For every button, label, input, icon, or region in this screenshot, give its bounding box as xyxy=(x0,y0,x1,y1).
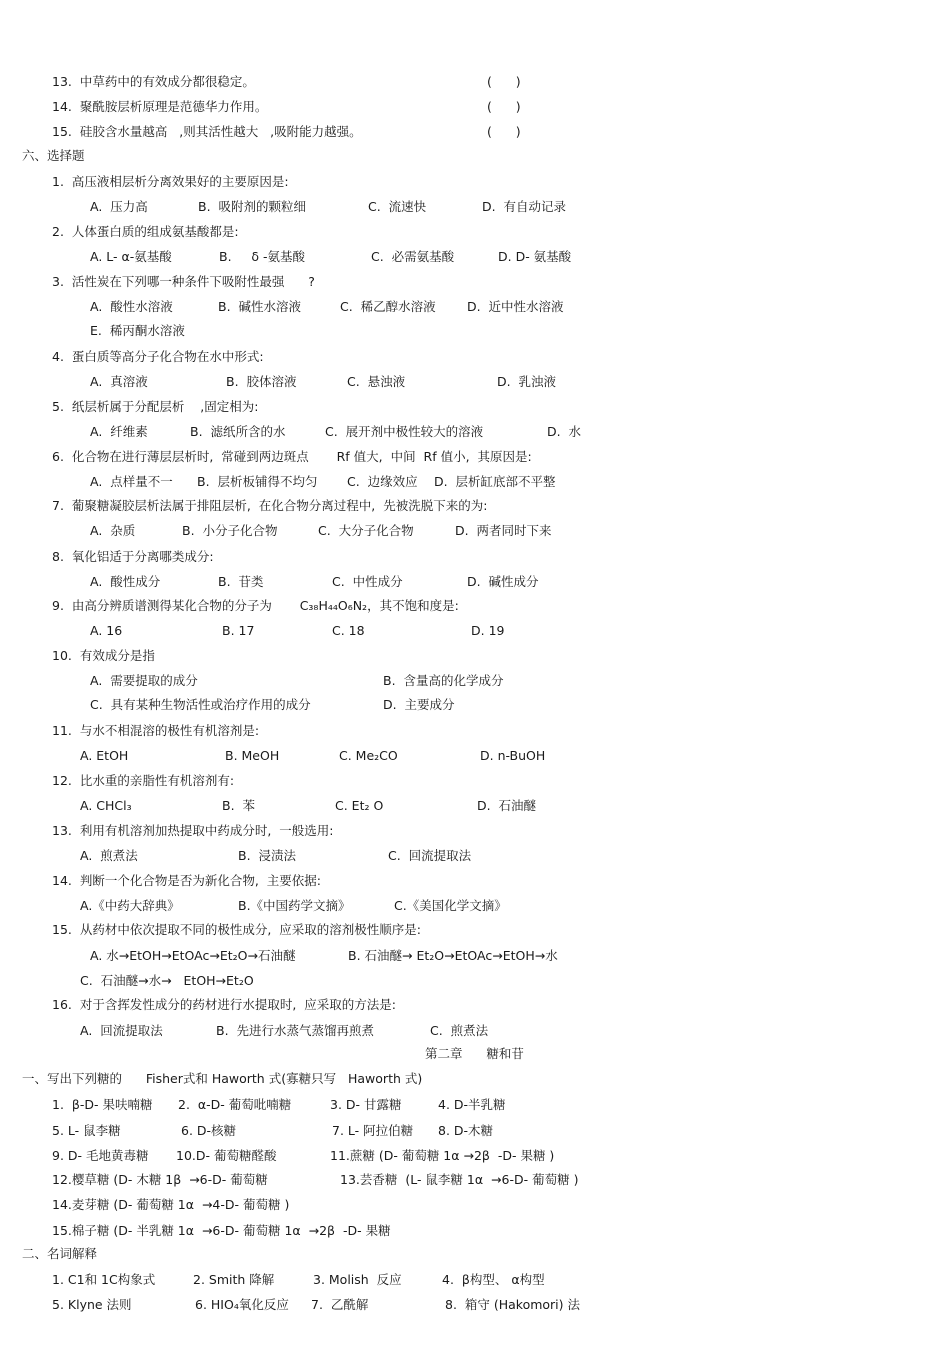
term-item: 2. Smith 降解 xyxy=(193,1272,275,1287)
term-item: 1. C1和 1C构象式 xyxy=(52,1272,156,1287)
term-item: 8. 箱守 (Hakomori) 法 xyxy=(445,1297,581,1312)
option: C. 18 xyxy=(332,623,365,638)
option: D. 石油醚 xyxy=(477,798,537,813)
tf-answer-blank: ( ) xyxy=(487,99,521,114)
option: B. 含量高的化学成分 xyxy=(383,673,504,688)
section-title-terms: 二、名词解释 xyxy=(22,1246,98,1261)
tf-item-14: 14. 聚酰胺层析原理是范德华力作用。 xyxy=(52,99,268,114)
sugar-item: 5. L- 鼠李糖 xyxy=(52,1123,121,1138)
option: A. 16 xyxy=(90,623,123,638)
term-item: 6. HIO₄氧化反应 xyxy=(195,1297,289,1312)
option: B. MeOH xyxy=(225,748,280,763)
option: A. EtOH xyxy=(80,748,129,763)
option: B. 浸渍法 xyxy=(238,848,296,863)
option: A. 杂质 xyxy=(90,523,136,538)
tf-answer-blank: ( ) xyxy=(487,124,521,139)
option: A. 需要提取的成分 xyxy=(90,673,198,688)
option: D. 两者同时下来 xyxy=(455,523,552,538)
sugar-item: 1. β-D- 果呋喃糖 xyxy=(52,1097,153,1112)
option: B. 先进行水蒸气蒸馏再煎煮 xyxy=(216,1023,374,1038)
question-stem: 8. 氧化铝适于分离哪类成分: xyxy=(52,549,214,564)
tf-item-15: 15. 硅胶含水量越高 ,则其活性越大 ,吸附能力越强。 xyxy=(52,124,362,139)
option: C. Me₂CO xyxy=(339,748,398,763)
option: A. 水→EtOH→EtOAc→Et₂O→石油醚 xyxy=(90,948,296,963)
question-stem: 14. 判断一个化合物是否为新化合物, 主要依据: xyxy=(52,873,321,888)
option: D. 水 xyxy=(547,424,582,439)
option: C. 流速快 xyxy=(368,199,427,214)
term-item: 7. 乙酰解 xyxy=(311,1297,369,1312)
option: D. 乳浊液 xyxy=(497,374,557,389)
option: A. 酸性成分 xyxy=(90,574,161,589)
sugar-item: 12.樱草糖 (D- 木糖 1β →6-D- 葡萄糖 xyxy=(52,1172,268,1187)
question-stem: 16. 对于含挥发性成分的药材进行水提取时, 应采取的方法是: xyxy=(52,997,396,1012)
question-stem: 10. 有效成分是指 xyxy=(52,648,155,663)
sugar-item: 15.棉子糖 (D- 半乳糖 1α →6-D- 葡萄糖 1α →2β -D- 果糖 xyxy=(52,1223,391,1238)
option: B. 碱性水溶液 xyxy=(218,299,301,314)
question-stem: 12. 比水重的亲脂性有机溶剂有: xyxy=(52,773,235,788)
option: B. 苯 xyxy=(222,798,255,813)
question-stem: 3. 活性炭在下列哪一种条件下吸附性最强 ? xyxy=(52,274,315,289)
option: B. 小分子化合物 xyxy=(182,523,278,538)
option: A. L- α-氨基酸 xyxy=(90,249,172,264)
option: D. 碱性成分 xyxy=(467,574,539,589)
question-stem: 6. 化合物在进行薄层层析时, 常碰到两边斑点 Rf 值大, 中间 Rf 值小, 其原因是: xyxy=(52,449,532,464)
option: B.《中国药学文摘》 xyxy=(238,898,351,913)
option: B. 苷类 xyxy=(218,574,264,589)
option: A. 回流提取法 xyxy=(80,1023,163,1038)
option: B. 17 xyxy=(222,623,255,638)
option: D. 主要成分 xyxy=(383,697,455,712)
option: C. 大分子化合物 xyxy=(318,523,414,538)
question-stem: 9. 由高分辨质谱测得某化合物的分子为 C₃₈H₄₄O₆N₂，其不饱和度是: xyxy=(52,598,459,613)
option: C. 中性成分 xyxy=(332,574,403,589)
question-stem: 4. 蛋白质等高分子化合物在水中形式: xyxy=(52,349,264,364)
option: B. 滤纸所含的水 xyxy=(190,424,286,439)
question-stem: 5. 纸层析属于分配层析 ,固定相为: xyxy=(52,399,259,414)
question-stem: 7. 葡聚糖凝胶层析法属于排阻层析, 在化合物分离过程中, 先被洗脱下来的为: xyxy=(52,498,488,513)
option: A. 酸性水溶液 xyxy=(90,299,173,314)
sugar-item: 8. D-木糖 xyxy=(438,1123,494,1138)
option: D. 近中性水溶液 xyxy=(467,299,564,314)
option: A.《中药大辞典》 xyxy=(80,898,180,913)
sugar-item: 3. D- 甘露糖 xyxy=(330,1097,402,1112)
question-stem: 1. 高压液相层析分离效果好的主要原因是: xyxy=(52,174,289,189)
section-title-choice: 六、选择题 xyxy=(22,148,85,163)
option: C. 具有某种生物活性或治疗作用的成分 xyxy=(90,697,311,712)
option: A. 纤维素 xyxy=(90,424,148,439)
option: B. δ -氨基酸 xyxy=(219,249,306,264)
option: B. 吸附剂的颗粒细 xyxy=(198,199,306,214)
option: C.《美国化学文摘》 xyxy=(394,898,507,913)
option: A. 压力高 xyxy=(90,199,148,214)
option: B. 石油醚→ Et₂O→EtOAc→EtOH→水 xyxy=(348,948,558,963)
term-item: 3. Molish 反应 xyxy=(313,1272,402,1287)
sugar-item: 6. D-核糖 xyxy=(181,1123,237,1138)
sugar-item: 14.麦芽糖 (D- 葡萄糖 1α →4-D- 葡萄糖 ) xyxy=(52,1197,290,1212)
option: A. 点样量不一 xyxy=(90,474,173,489)
question-stem: 11. 与水不相混溶的极性有机溶剂是: xyxy=(52,723,260,738)
option: E. 稀丙酮水溶液 xyxy=(90,323,185,338)
option: C. 石油醚→水→ EtOH→Et₂O xyxy=(80,973,254,988)
tf-item-13: 13. 中草药中的有效成分都很稳定。 xyxy=(52,74,255,89)
option: C. 悬浊液 xyxy=(347,374,406,389)
option: A. 真溶液 xyxy=(90,374,148,389)
option: B. 层析板铺得不均匀 xyxy=(197,474,318,489)
option: C. 展开剂中极性较大的溶液 xyxy=(325,424,484,439)
option: C. 必需氨基酸 xyxy=(371,249,455,264)
option: B. 胶体溶液 xyxy=(226,374,297,389)
sugar-item: 4. D-半乳糖 xyxy=(438,1097,506,1112)
sugar-item: 7. L- 阿拉伯糖 xyxy=(332,1123,414,1138)
sugar-item: 2. α-D- 葡萄吡喃糖 xyxy=(178,1097,292,1112)
option: C. Et₂ O xyxy=(335,798,384,813)
question-stem: 13. 利用有机溶剂加热提取中药成分时, 一般选用: xyxy=(52,823,334,838)
option: A. CHCl₃ xyxy=(80,798,132,813)
sugar-item: 9. D- 毛地黄毒糖 xyxy=(52,1148,149,1163)
option: C. 煎煮法 xyxy=(430,1023,489,1038)
option: C. 边缘效应 xyxy=(347,474,418,489)
option: A. 煎煮法 xyxy=(80,848,138,863)
option: D. 19 xyxy=(471,623,505,638)
sugar-item: 13.芸香糖 (L- 鼠李糖 1α →6-D- 葡萄糖 ) xyxy=(340,1172,579,1187)
option: D. n-BuOH xyxy=(480,748,546,763)
option: C. 回流提取法 xyxy=(388,848,472,863)
question-stem: 15. 从药材中依次提取不同的极性成分, 应采取的溶剂极性顺序是: xyxy=(52,922,421,937)
question-stem: 2. 人体蛋白质的组成氨基酸都是: xyxy=(52,224,239,239)
section-title-sugars: 一、写出下列糖的 Fisher式和 Haworth 式(寡糖只写 Haworth 式) xyxy=(22,1071,423,1086)
sugar-item: 11.蔗糖 (D- 葡萄糖 1α →2β -D- 果糖 ) xyxy=(330,1148,555,1163)
option: D. 层析缸底部不平整 xyxy=(434,474,556,489)
option: D. D- 氨基酸 xyxy=(498,249,572,264)
chapter-title: 第二章 糖和苷 xyxy=(425,1046,524,1061)
term-item: 4. β构型、 α构型 xyxy=(442,1272,545,1287)
option: C. 稀乙醇水溶液 xyxy=(340,299,436,314)
tf-answer-blank: ( ) xyxy=(487,74,521,89)
option: D. 有自动记录 xyxy=(482,199,567,214)
sugar-item: 10.D- 葡萄糖醛酸 xyxy=(176,1148,277,1163)
term-item: 5. Klyne 法则 xyxy=(52,1297,132,1312)
